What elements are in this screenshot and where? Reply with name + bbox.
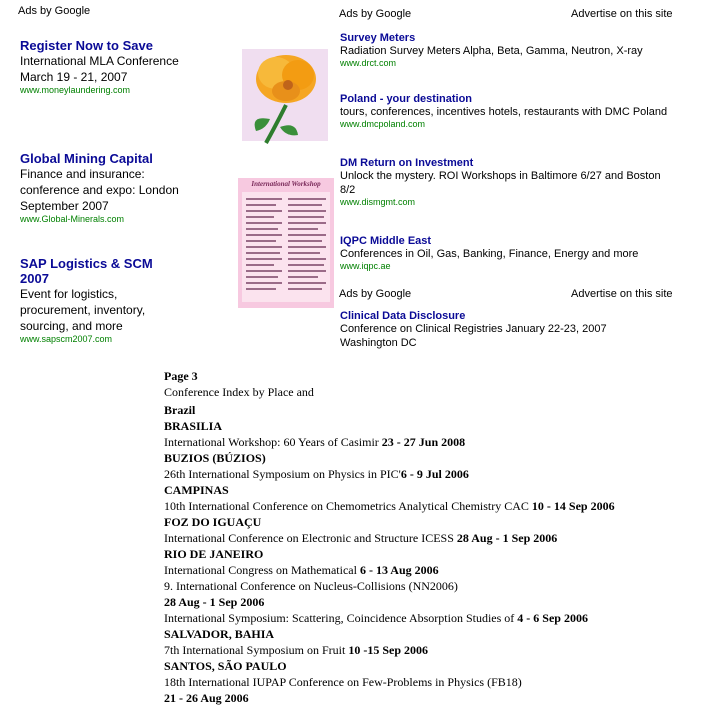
right-ad-3-url[interactable]: www.dismgmt.com bbox=[340, 197, 416, 207]
right-ad-3[interactable] bbox=[340, 157, 670, 207]
left-ad-1-text: International MLA Conference March 19 - 21, 2007 bbox=[20, 54, 179, 84]
left-ad-3-url[interactable]: www.sapscm2007.com bbox=[20, 334, 113, 344]
event-row bbox=[164, 611, 588, 626]
event-row bbox=[164, 563, 439, 578]
right-ad-4[interactable] bbox=[340, 235, 680, 271]
right-ad-1-url[interactable]: www.drct.com bbox=[340, 58, 397, 68]
right-ad-1[interactable] bbox=[340, 32, 680, 68]
city-santos-sao-paulo: SANTOS, SÃO PAULO bbox=[164, 659, 287, 673]
event-title: International Workshop: 60 Years of Casimir bbox=[164, 435, 382, 449]
right-ad-5-text: Conference on Clinical Registries January 22-23, 2007 Washington DC bbox=[340, 323, 607, 349]
right-ad-4-text: Conferences in Oil, Gas, Banking, Finance, Energy and more bbox=[340, 248, 639, 260]
page-subtitle: Conference Index by Place and bbox=[164, 385, 314, 399]
left-ad-3-title[interactable]: SAP Logistics & SCM 2007 bbox=[20, 256, 153, 286]
event-date: 6 - 9 Jul 2006 bbox=[400, 467, 469, 481]
event-date: 10 - 14 Sep 2006 bbox=[531, 499, 615, 513]
event-title: 26th International Symposium on Physics in PIC' bbox=[164, 467, 401, 481]
event-title: International Congress on Mathematical bbox=[164, 563, 360, 577]
event-title-only: 9. International Conference on Nucleus-Collisions (NN2006) bbox=[164, 579, 458, 593]
event-date: 6 - 13 Aug 2006 bbox=[359, 563, 439, 577]
left-ad-1-url[interactable]: www.moneylaundering.com bbox=[20, 85, 131, 95]
left-ad-2-text: Finance and insurance: conference and expo: London September 2007 bbox=[20, 167, 179, 213]
event-date: 23 - 27 Jun 2008 bbox=[381, 435, 466, 449]
event-title: International Symposium: Scattering, Coincidence Absorption Studies of bbox=[164, 611, 518, 625]
right-ad-1-text: Radiation Survey Meters Alpha, Beta, Gamma, Neutron, X-ray bbox=[340, 45, 643, 57]
event-date-only: 28 Aug - 1 Sep 2006 bbox=[164, 595, 265, 609]
left-ad-2-title[interactable]: Global Mining Capital bbox=[20, 151, 153, 166]
event-date-only: 21 - 26 Aug 2006 bbox=[164, 691, 249, 705]
city-buzios: BUZIOS (BÚZIOS) bbox=[164, 451, 266, 465]
advertise-link-2[interactable]: Advertise on this site bbox=[571, 288, 673, 300]
city-campinas: CAMPINAS bbox=[164, 483, 229, 497]
right-ad-4-title[interactable]: IQPC Middle East bbox=[340, 235, 432, 247]
left-ad-2[interactable] bbox=[20, 151, 180, 224]
event-date: 10 -15 Sep 2006 bbox=[348, 643, 428, 657]
event-row bbox=[164, 499, 615, 514]
event-row bbox=[164, 435, 465, 450]
country-heading: Brazil bbox=[164, 403, 196, 417]
poster-icon bbox=[238, 178, 334, 308]
event-date: 4 - 6 Sep 2006 bbox=[517, 611, 588, 625]
event-title: 7th International Symposium on Fruit bbox=[164, 643, 349, 657]
advertise-link[interactable]: Advertise on this site bbox=[571, 8, 673, 20]
right-ad-5-title[interactable]: Clinical Data Disclosure bbox=[340, 310, 466, 322]
event-title-only: 18th International IUPAP Conference on Few-Problems in Physics (FB18) bbox=[164, 675, 522, 689]
city-brasilia: BRASILIA bbox=[164, 419, 223, 433]
event-title: International Conference on Electronic and Structure ICESS bbox=[164, 531, 457, 545]
right-ad-1-title[interactable]: Survey Meters bbox=[340, 32, 416, 44]
left-ad-1-title[interactable]: Register Now to Save bbox=[20, 38, 153, 53]
event-row bbox=[164, 467, 469, 482]
city-rio-de-janeiro: RIO DE JANEIRO bbox=[164, 547, 264, 561]
flower-icon bbox=[236, 45, 332, 155]
poster-image bbox=[238, 178, 334, 308]
right-ads-label-2: Ads by Google bbox=[339, 288, 412, 300]
left-ads-label: Ads by Google bbox=[18, 5, 91, 17]
poster-heading: International Workshop bbox=[251, 180, 321, 188]
page-number: Page 3 bbox=[164, 369, 198, 383]
left-ad-2-url[interactable]: www.Global-Minerals.com bbox=[20, 214, 125, 224]
right-ad-3-title[interactable]: DM Return on Investment bbox=[340, 157, 474, 169]
left-ad-1[interactable] bbox=[20, 38, 180, 95]
right-ad-3-text: Unlock the mystery. ROI Workshops in Baltimore 6/27 and Boston 8/2 bbox=[340, 170, 661, 196]
city-salvador-bahia: SALVADOR, BAHIA bbox=[164, 627, 275, 641]
event-row bbox=[164, 643, 428, 658]
right-ads-label: Ads by Google bbox=[339, 8, 412, 20]
event-title: 10th International Conference on Chemometrics Analytical Chemistry CAC bbox=[164, 499, 532, 513]
event-date: 28 Aug - 1 Sep 2006 bbox=[456, 531, 558, 545]
event-row bbox=[164, 531, 557, 546]
right-ad-2[interactable] bbox=[340, 93, 680, 129]
right-ad-4-url[interactable]: www.iqpc.ae bbox=[340, 261, 391, 271]
right-ad-2-text: tours, conferences, incentives hotels, restaurants with DMC Poland bbox=[340, 106, 668, 118]
flower-image bbox=[236, 45, 332, 155]
city-foz-do-iguacu: FOZ DO IGUAÇU bbox=[164, 515, 262, 529]
right-ad-2-url[interactable]: www.dmcpoland.com bbox=[340, 119, 426, 129]
right-ad-2-title[interactable]: Poland - your destination bbox=[340, 93, 473, 105]
left-ad-3-text: Event for logistics, procurement, inventory, sourcing, and more bbox=[20, 287, 146, 333]
right-ad-5[interactable] bbox=[340, 310, 650, 350]
left-ad-3[interactable] bbox=[20, 256, 180, 344]
